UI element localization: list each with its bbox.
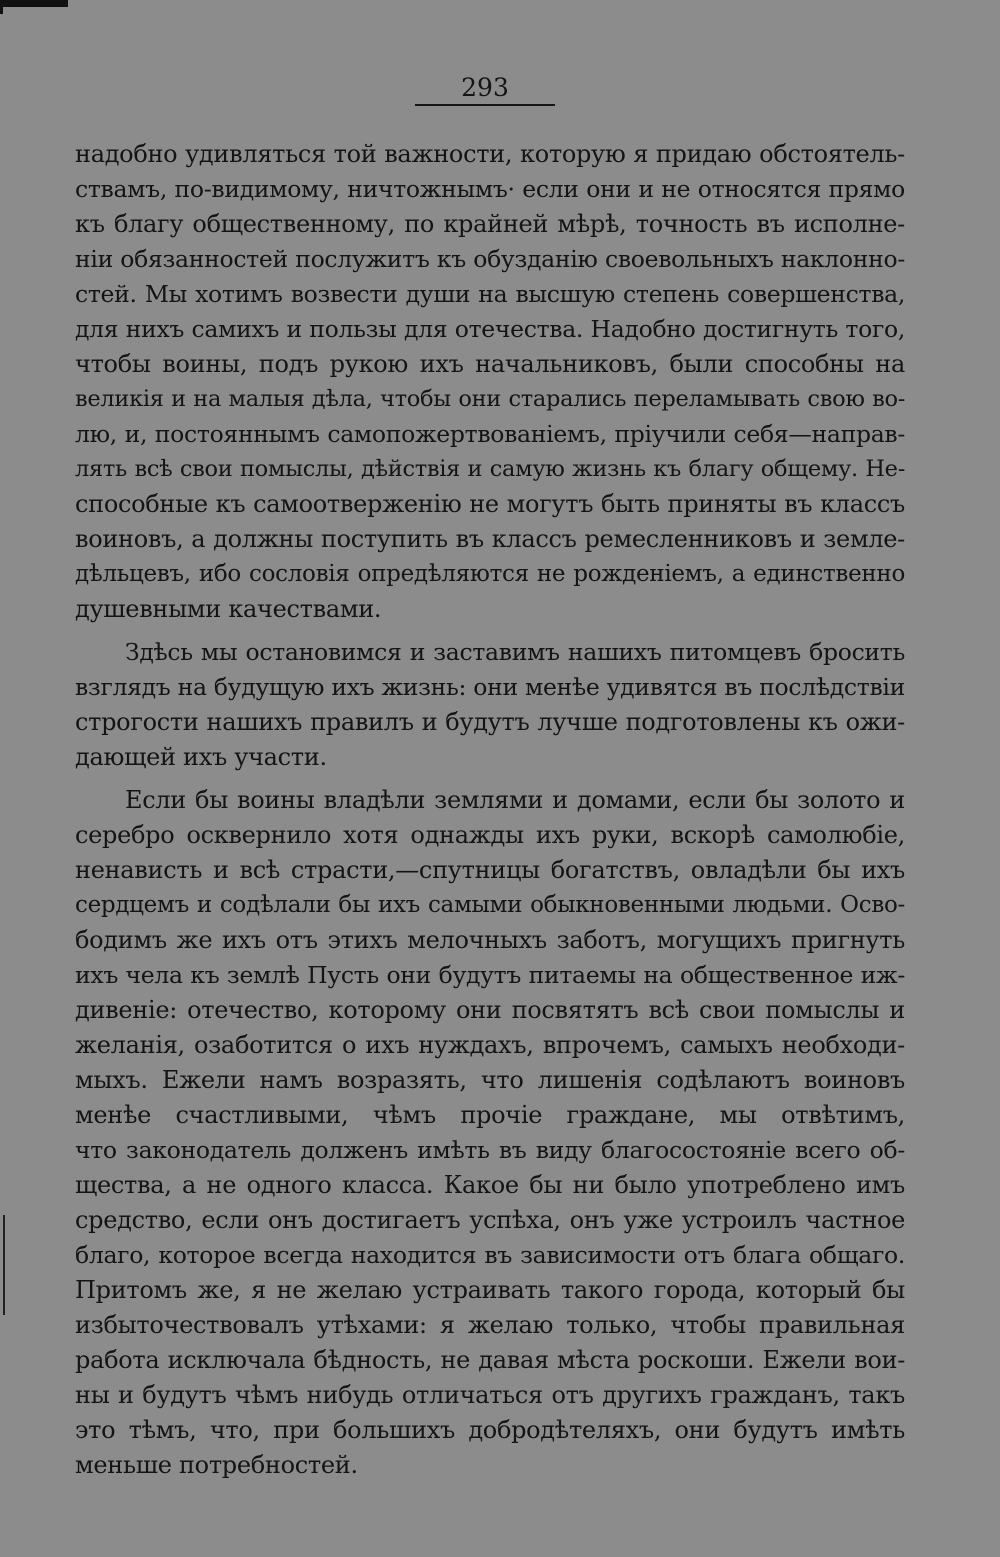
text-line: меньше потребностей. bbox=[75, 1451, 358, 1479]
text-line: менѣе счастливыми, чѣмъ прочіе граждане, мы отвѣтимъ, bbox=[75, 1101, 905, 1129]
text-line: великія и на малыя дѣла, чтобы они старались переламывать свою во- bbox=[75, 386, 905, 412]
text-line: это тѣмъ, что, при большихъ добродѣтеляхъ, они будутъ имѣть bbox=[75, 1416, 905, 1444]
text-line: способные къ самоотверженію не могутъ быть приняты въ классъ bbox=[75, 490, 905, 518]
scan-corner-mark bbox=[0, 0, 68, 7]
text-line: взглядъ на будущую ихъ жизнь: они менѣе удивятся въ послѣдствіи bbox=[75, 673, 905, 701]
text-line: дивеніе: отечество, которому они посвятятъ всѣ свои помыслы и bbox=[75, 996, 905, 1024]
text-line: дѣльцевъ, ибо сословія опредѣляются не рожденіемъ, а единственно bbox=[75, 561, 905, 587]
text-line: благо, которое всегда находится въ зависимости отъ блага общаго. bbox=[75, 1241, 905, 1269]
text-line: чтобы воины, подъ рукою ихъ начальниковъ, были способны на bbox=[75, 350, 905, 378]
text-line: лять всѣ свои помыслы, дѣйствія и самую жизнь къ благу общему. Не- bbox=[75, 456, 905, 482]
text-line: что законодатель долженъ имѣть въ виду благосостояніе всего об- bbox=[75, 1136, 905, 1164]
text-line: Если бы воины владѣли землями и домами, если бы золото и bbox=[125, 786, 905, 814]
text-line: средство, если онъ достигаетъ успѣха, онъ уже устроилъ частное bbox=[75, 1206, 905, 1234]
text-line: къ благу общественному, по крайней мѣрѣ, точность въ исполне- bbox=[75, 210, 905, 238]
text-line: щества, а не одного класса. Какое бы ни было употреблено имъ bbox=[75, 1171, 905, 1199]
text-line: бодимъ же ихъ отъ этихъ мелочныхъ заботъ, могущихъ пригнуть bbox=[75, 926, 905, 954]
text-line: ніи обязанностей послужитъ къ обузданію своевольныхъ наклонно- bbox=[75, 245, 905, 273]
text-line: ихъ чела къ землѣ Пусть они будутъ питаемы на общественное иж- bbox=[75, 961, 905, 989]
text-line: Притомъ же, я не желаю устраивать такого города, который бы bbox=[75, 1276, 905, 1304]
text-line: строгости нашихъ правилъ и будутъ лучше подготовлены къ ожи- bbox=[75, 708, 905, 736]
text-line: ствамъ, по-видимому, ничтожнымъ· если они и не относятся прямо bbox=[75, 175, 905, 203]
text-line: ны и будутъ чѣмъ нибудь отличаться отъ другихъ гражданъ, такъ bbox=[75, 1381, 905, 1409]
text-line: душевными качествами. bbox=[75, 595, 382, 623]
text-line: надобно удивляться той важности, которую я придаю обстоятель- bbox=[75, 140, 905, 168]
scan-margin-line bbox=[3, 1215, 5, 1315]
text-line: ненависть и всѣ страсти,—спутницы богатствъ, овладѣли бы ихъ bbox=[75, 856, 905, 884]
text-line: стей. Мы хотимъ возвести души на высшую степень совершенства, bbox=[75, 280, 905, 308]
text-line: серебро осквернило хотя однажды ихъ руки, вскорѣ самолюбіе, bbox=[75, 821, 905, 849]
text-line: сердцемъ и содѣлали бы ихъ самыми обыкновенными людьми. Осво- bbox=[75, 892, 905, 918]
page-number-rule bbox=[415, 104, 555, 106]
text-line: дающей ихъ участи. bbox=[75, 743, 327, 771]
text-line: мыхъ. Ежели намъ возразять, что лишенія содѣлаютъ воиновъ bbox=[75, 1066, 905, 1094]
page-number: 293 bbox=[461, 73, 509, 102]
text-line: Здѣсь мы остановимся и заставимъ нашихъ питомцевъ бросить bbox=[125, 638, 905, 666]
text-line: избыточествовалъ утѣхами: я желаю только, чтобы правильная bbox=[75, 1311, 905, 1339]
text-line: желанія, озаботится о ихъ нуждахъ, впрочемъ, самыхъ необходи- bbox=[75, 1031, 905, 1059]
text-line: воиновъ, а должны поступить въ классъ ремесленниковъ и земле- bbox=[75, 525, 905, 553]
text-line: для нихъ самихъ и пользы для отечества. Надобно достигнуть того, bbox=[75, 315, 905, 343]
text-line: работа исключала бѣдность, не давая мѣста роскоши. Ежели вои- bbox=[75, 1346, 905, 1374]
text-line: лю, и, постояннымъ самопожертвованіемъ, пріучили себя—направ- bbox=[75, 420, 905, 448]
